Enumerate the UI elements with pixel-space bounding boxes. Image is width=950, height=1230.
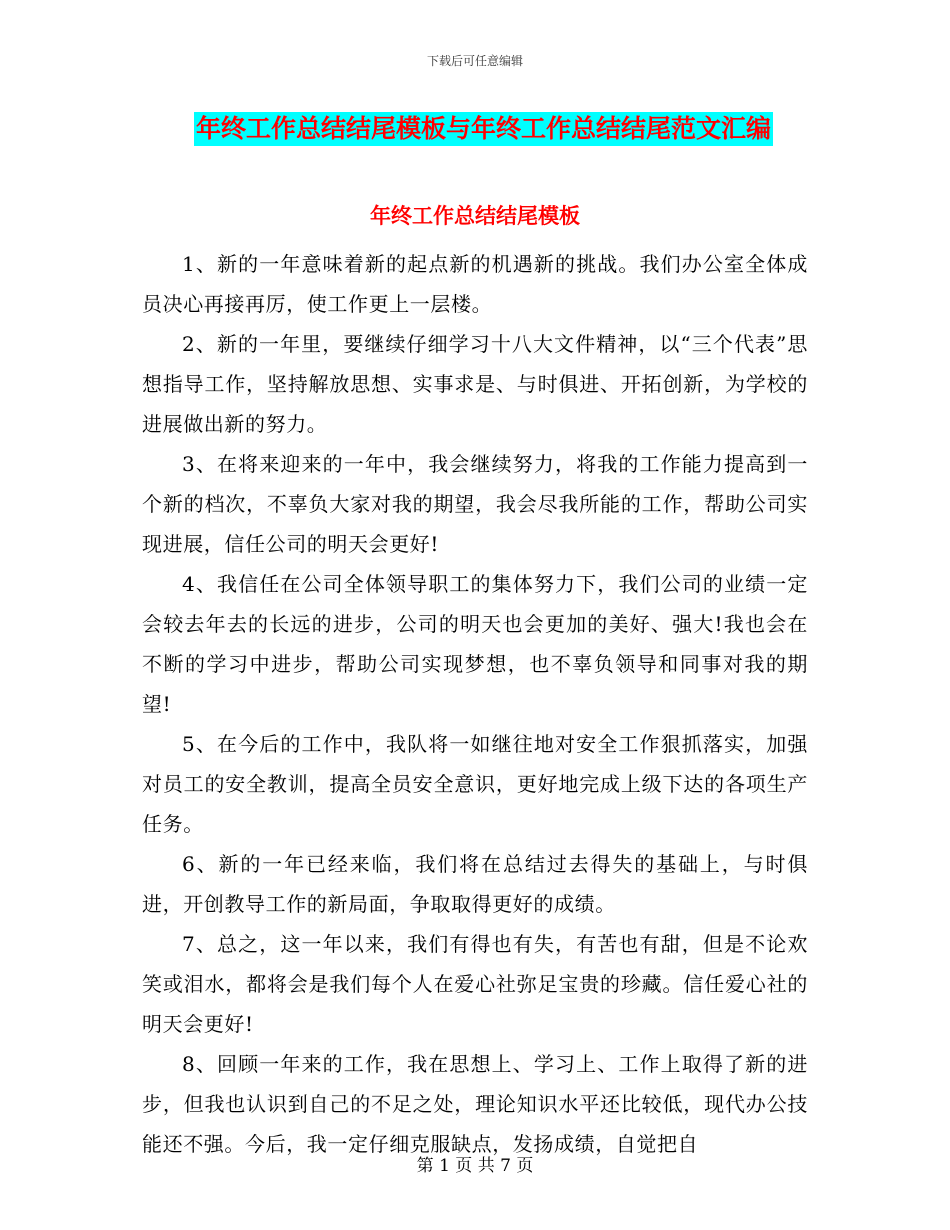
page-number-footer: 第 1 页 共 7 页 [416, 1156, 534, 1176]
body-text [142, 244, 808, 1164]
document-main-title: 年终工作总结结尾模板与年终工作总结结尾范文汇编 [194, 112, 773, 146]
paragraph-3: 3、在将来迎来的一年中，我会继续努力，将我的工作能力提高到一个新的档次，不辜负大家对我的期望，我会尽我所能的工作，帮助公司实现进展，信任公司的明天会更好! [142, 452, 808, 556]
paragraph-4: 4、我信任在公司全体领导职工的集体努力下，我们公司的业绩一定会较去年去的长远的进步，公司的明天也会更加的美好、强大!我也会在不断的学习中进步，帮助公司实现梦想，也不辜负领导和同事对我的期望! [142, 572, 808, 716]
paragraph-6: 6、新的一年已经来临，我们将在总结过去得失的基础上，与时俱进，开创教导工作的新局面，争取取得更好的成绩。 [142, 852, 808, 916]
paragraph-8: 8、回顾一年来的工作，我在思想上、学习上、工作上取得了新的进步，但我也认识到自己的不足之处，理论知识水平还比较低，现代办公技能还不强。今后，我一定仔细克服缺点，发扬成绩，自觉把自 [142, 1052, 808, 1156]
page-header-note: 下载后可任意编辑 [426, 54, 523, 68]
paragraph-5: 5、在今后的工作中，我队将一如继往地对安全工作狠抓落实，加强对员工的安全教训，提高全员安全意识，更好地完成上级下达的各项生产任务。 [142, 732, 808, 836]
section-title: 年终工作总结结尾模板 [370, 203, 580, 228]
paragraph-2: 2、新的一年里，要继续仔细学习十八大文件精神，以“三个代表”思想指导工作，坚持解放思想、实事求是、与时俱进、开拓创新，为学校的进展做出新的努力。 [142, 332, 808, 436]
paragraph-7: 7、总之，这一年以来，我们有得也有失，有苦也有甜，但是不论欢笑或泪水，都将会是我们每个人在爱心社弥足宝贵的珍藏。信任爱心社的明天会更好! [142, 932, 808, 1036]
paragraph-1: 1、新的一年意味着新的起点新的机遇新的挑战。我们办公室全体成员决心再接再厉，使工作更上一层楼。 [142, 252, 808, 316]
